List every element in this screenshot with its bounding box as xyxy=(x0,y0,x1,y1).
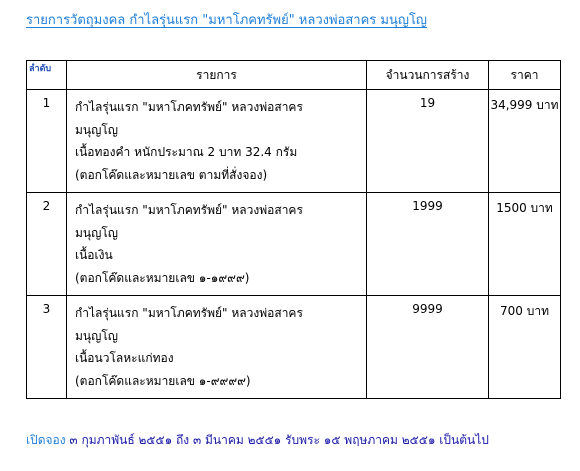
description-line: มนุญโญ xyxy=(75,328,119,343)
row-quantity: 19 xyxy=(367,90,489,193)
description-line: กำไลรุ่นแรก "มหาโภคทรัพย์" หลวงพ่อสาคร xyxy=(75,306,303,320)
booking-lead: เปิดจอง xyxy=(26,433,66,447)
header-quantity: จำนวนการสร้าง xyxy=(367,61,489,90)
table-row xyxy=(27,296,561,399)
description-line: มนุญโญ xyxy=(75,122,119,137)
description-line: กำไลรุ่นแรก "มหาโภคทรัพย์" หลวงพ่อสาคร xyxy=(75,100,303,114)
description-line: มนุญโญ xyxy=(75,225,119,240)
description-line: เนื้อนวโลหะแก่ทอง xyxy=(75,351,174,365)
row-index: 1 xyxy=(27,90,67,193)
description-line: (ตอกโค๊ดและหมายเลข ๑-๑๙๙๙) xyxy=(75,270,250,285)
description-line: (ตอกโค๊ดและหมายเลข ๑-๙๙๙๙) xyxy=(75,373,251,388)
description-line: (ตอกโค๊ดและหมายเลข ตามที่สั่งจอง) xyxy=(75,167,268,182)
header-price: ราคา xyxy=(489,61,561,90)
row-quantity: 9999 xyxy=(367,296,489,399)
row-index: 3 xyxy=(27,296,67,399)
row-quantity: 1999 xyxy=(367,193,489,296)
header-index xyxy=(27,61,67,90)
description-line: เนื้อเงิน xyxy=(75,248,113,262)
header-index-label: ลำดับ xyxy=(29,64,52,74)
row-index: 2 xyxy=(27,193,67,296)
row-price: 700 บาท xyxy=(489,296,561,399)
table-row xyxy=(27,90,561,193)
row-price: 1500 บาท xyxy=(489,193,561,296)
row-price: 34,999 บาท xyxy=(489,90,561,193)
booking-dates: ๓ กุมภาพันธ์ ๒๕๕๑ ถึง ๓ มีนาคม ๒๕๕๑ รับพระ ๑๕ พฤษภาคม ๒๕๕๑ เป็นต้นไป xyxy=(65,433,489,447)
row-description xyxy=(67,90,367,193)
row-description xyxy=(67,193,367,296)
description-line: กำไลรุ่นแรก "มหาโภคทรัพย์" หลวงพ่อสาคร xyxy=(75,203,303,217)
page-title: รายการวัตถุมงคล กำไลรุ่นแรก "มหาโภคทรัพย์" หลวงพ่อสาคร มนุญโญ xyxy=(26,13,428,28)
items-table xyxy=(26,60,561,399)
booking-note xyxy=(26,432,571,449)
description-line: เนื้อทองคำ หนักประมาณ 2 บาท 32.4 กรัม xyxy=(75,145,298,159)
header-description: รายการ xyxy=(67,61,367,90)
table-row xyxy=(27,193,561,296)
row-description xyxy=(67,296,367,399)
table-header-row xyxy=(27,61,561,90)
